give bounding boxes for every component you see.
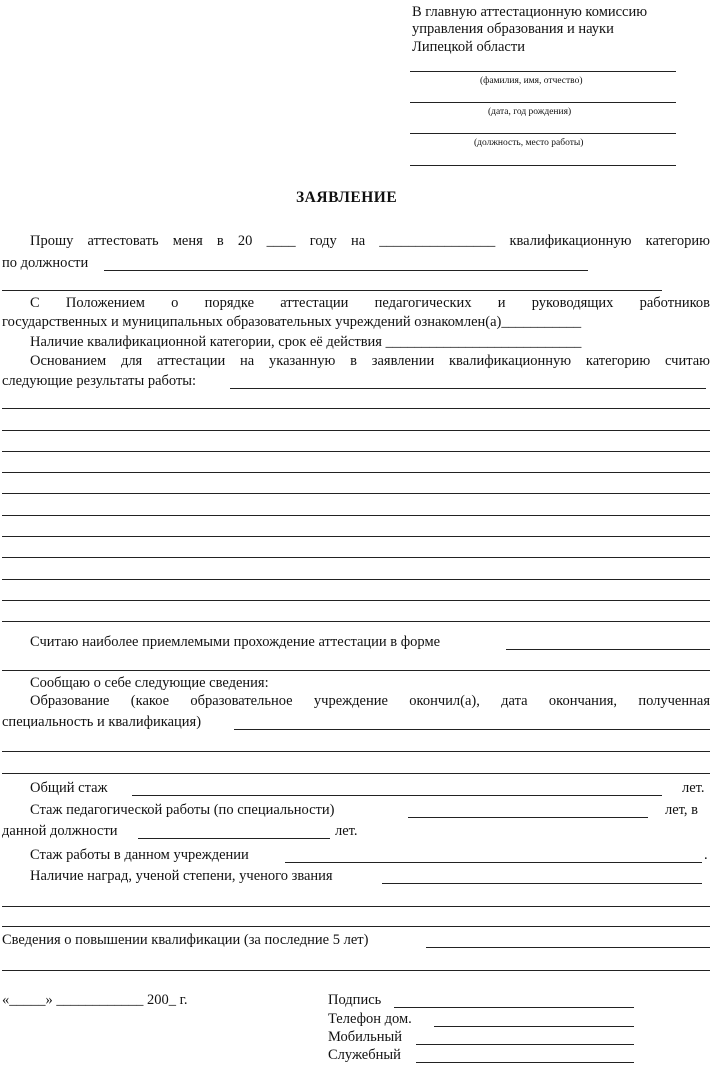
ped-experience-label: Стаж педагогической работы (по специальности) — [30, 802, 335, 818]
education-line-2: специальность и квалификация) — [2, 714, 202, 730]
position-field-line[interactable] — [410, 133, 676, 134]
position-experience-unit: лет. — [335, 823, 358, 839]
position-label: по должности — [2, 255, 89, 271]
ped-experience-input[interactable] — [408, 817, 648, 818]
name-field-line[interactable] — [410, 71, 676, 72]
education-input-line[interactable] — [234, 729, 710, 730]
results-line[interactable] — [2, 557, 710, 558]
results-line[interactable] — [2, 621, 710, 622]
position-experience-label: данной должности — [2, 823, 118, 839]
form-preference-label: Считаю наиболее приемлемыми прохождение аттестации в форме — [30, 634, 441, 650]
results-line[interactable] — [2, 536, 710, 537]
total-experience-label: Общий стаж — [30, 780, 108, 796]
institution-experience-end: . — [704, 847, 708, 863]
results-line[interactable] — [2, 408, 710, 409]
position-input-line[interactable] — [104, 270, 588, 271]
request-line: Прошу аттестовать меня в 20 ____ году на ________________ квалификационную категорию — [30, 233, 710, 249]
ped-experience-unit: лет, в — [665, 802, 699, 818]
awards-input[interactable] — [382, 883, 702, 884]
form-preference-input[interactable] — [506, 649, 710, 650]
results-line[interactable] — [2, 579, 710, 580]
work-phone-label: Служебный — [328, 1047, 401, 1063]
mobile-phone-input[interactable] — [416, 1044, 634, 1045]
page-title: ЗАЯВЛЕНИЕ — [296, 189, 398, 206]
home-phone-label: Телефон дом. — [328, 1011, 412, 1027]
header-line-1: В главную аттестационную комиссию — [412, 4, 648, 20]
results-line[interactable] — [2, 493, 710, 494]
home-phone-input[interactable] — [434, 1026, 634, 1027]
education-line[interactable] — [2, 773, 710, 774]
awards-line[interactable] — [2, 906, 710, 907]
total-experience-unit: лет. — [682, 780, 705, 796]
header-line-3: Липецкой области — [412, 39, 525, 55]
position-caption: (должность, место работы) — [474, 138, 584, 148]
form-preference-line-2[interactable] — [2, 670, 710, 671]
regulation-line-2: государственных и муниципальных образовательных учреждений ознакомлен(а)___________ — [2, 314, 582, 330]
date-field[interactable]: «_____» ____________ 200_ г. — [2, 992, 188, 1008]
category-line: Наличие квалификационной категории, срок её действия ___________________________ — [30, 334, 582, 350]
qualification-line[interactable] — [2, 970, 710, 971]
results-line[interactable] — [2, 515, 710, 516]
basis-line-1: Основанием для аттестации на указанную в заявлении квалификационную категорию считаю — [30, 353, 710, 369]
qualification-label: Сведения о повышении квалификации (за последние 5 лет) — [2, 932, 369, 948]
results-line[interactable] — [2, 472, 710, 473]
results-input-line[interactable] — [230, 388, 706, 389]
awards-label: Наличие наград, ученой степени, ученого звания — [30, 868, 333, 884]
birth-caption: (дата, год рождения) — [488, 107, 572, 117]
education-line[interactable] — [2, 751, 710, 752]
position-field-line-2[interactable] — [410, 165, 676, 166]
total-experience-input[interactable] — [132, 795, 662, 796]
institution-experience-label: Стаж работы в данном учреждении — [30, 847, 249, 863]
results-line[interactable] — [2, 600, 710, 601]
basis-line-2: следующие результаты работы: — [2, 373, 197, 389]
header-line-2: управления образования и науки — [412, 21, 614, 37]
results-line[interactable] — [2, 451, 710, 452]
awards-line[interactable] — [2, 926, 710, 927]
position-input-line-2[interactable] — [2, 290, 662, 291]
mobile-phone-label: Мобильный — [328, 1029, 403, 1045]
position-experience-input[interactable] — [138, 838, 330, 839]
birth-field-line[interactable] — [410, 102, 676, 103]
institution-experience-input[interactable] — [285, 862, 702, 863]
name-caption: (фамилия, имя, отчество) — [480, 76, 583, 86]
about-self-label: Сообщаю о себе следующие сведения: — [30, 675, 269, 691]
regulation-line-1: С Положением о порядке аттестации педагогических и руководящих работников — [30, 295, 710, 311]
work-phone-input[interactable] — [416, 1062, 634, 1063]
results-line[interactable] — [2, 430, 710, 431]
signature-input[interactable] — [394, 1007, 634, 1008]
education-line-1: Образование (какое образовательное учреждение окончил(а), дата окончания, полученная — [30, 693, 710, 709]
signature-label: Подпись — [328, 992, 382, 1008]
qualification-input[interactable] — [426, 947, 710, 948]
